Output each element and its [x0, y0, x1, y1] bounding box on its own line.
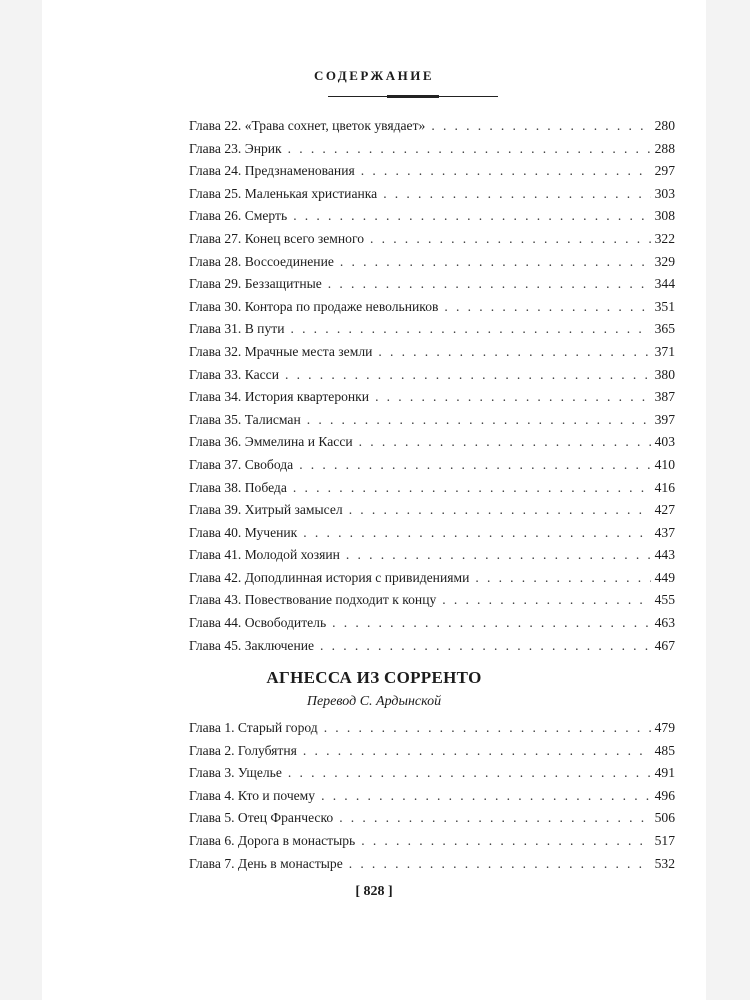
dot-leader [349, 499, 651, 522]
dot-leader [359, 431, 651, 454]
toc-entry [189, 296, 675, 319]
toc-entry-title: Глава 24. Предзнаменования [189, 163, 355, 179]
toc-entry-title: Глава 39. Хитрый замысел [189, 502, 343, 518]
dot-leader [444, 296, 650, 319]
dot-leader [378, 341, 650, 364]
dot-leader [370, 228, 651, 251]
toc-entry-page: 365 [654, 321, 675, 337]
dot-leader [285, 364, 651, 387]
dot-leader [361, 160, 651, 183]
dot-leader [375, 386, 651, 409]
toc-entry [189, 762, 675, 785]
toc-entry [189, 740, 675, 763]
toc-entry [189, 318, 675, 341]
toc-entry [189, 785, 675, 808]
toc-entry-title: Глава 35. Талисман [189, 411, 301, 427]
header-rule-accent [387, 95, 439, 98]
toc-list-part2 [189, 717, 675, 875]
toc-entry-page: 485 [654, 742, 675, 758]
toc-entry-title: Глава 6. Дорога в монастырь [189, 832, 356, 848]
toc-entry-page: 308 [654, 208, 675, 224]
toc-entry-title: Глава 7. День в монастыре [189, 855, 343, 871]
toc-entry [189, 386, 675, 409]
toc-entry-title: Глава 30. Контора по продаже невольников [189, 298, 439, 314]
dot-leader [475, 567, 650, 590]
toc-entry-title: Глава 29. Беззащитные [189, 276, 322, 292]
toc-entry-title: Глава 37. Свобода [189, 456, 294, 472]
toc-entry-page: 403 [654, 434, 675, 450]
toc-entry-page: 387 [654, 389, 675, 405]
toc-entry-page: 280 [654, 118, 675, 133]
running-header: СОДЕРЖАНИЕ [313, 68, 435, 83]
dot-leader [288, 138, 651, 161]
toc-entry [189, 431, 675, 454]
toc-entry-page: 351 [654, 298, 675, 314]
toc-entry [189, 183, 675, 206]
toc-entry-page: 416 [654, 479, 675, 495]
toc-list-part1 [189, 115, 675, 657]
book-page [42, 0, 706, 1000]
dot-leader [303, 522, 650, 545]
toc-entry-title: Глава 44. Освободитель [189, 615, 327, 631]
toc-entry-title: Глава 42. Доподлинная история с привидениями [189, 569, 470, 585]
toc-entry [189, 160, 675, 183]
toc-entry-title: Глава 45. Заключение [189, 637, 315, 653]
dot-leader [293, 477, 651, 500]
toc-entry [189, 228, 675, 251]
toc-entry [189, 807, 675, 830]
toc-entry-page: 496 [654, 787, 675, 803]
toc-entry-page: 371 [654, 343, 675, 359]
toc-entry-title: Глава 25. Маленькая христианка [189, 185, 378, 201]
toc-entry [189, 115, 675, 138]
toc-entry [189, 544, 675, 567]
toc-entry [189, 522, 675, 545]
toc-entry-title: Глава 38. Победа [189, 479, 287, 495]
toc-entry-page: 288 [654, 140, 675, 156]
toc-entry-page: 463 [654, 615, 675, 631]
toc-entry-page: 297 [654, 163, 675, 179]
dot-leader [324, 717, 651, 740]
toc-entry-page: 410 [654, 456, 675, 472]
toc-entry-title: Глава 22. «Трава сохнет, цветок увядает» [189, 118, 426, 133]
toc-entry-page: 467 [654, 637, 675, 653]
toc-entry [189, 477, 675, 500]
dot-leader [299, 454, 650, 477]
toc-entry [189, 717, 675, 740]
toc-entry-title: Глава 36. Эммелина и Касси [189, 434, 353, 450]
toc-entry-page: 491 [654, 765, 675, 781]
toc-entry [189, 454, 675, 477]
toc-entry [189, 853, 675, 876]
toc-entry-title: Глава 31. В пути [189, 321, 285, 337]
toc-entry-title: Глава 2. Голубятня [189, 742, 297, 758]
toc-entry-title: Глава 3. Ущелье [189, 765, 282, 781]
toc-entry-title: Глава 28. Воссоединение [189, 253, 334, 269]
toc-entry-title: Глава 1. Старый город [189, 720, 318, 735]
toc-entry-page: 303 [654, 185, 675, 201]
toc-entry-page: 380 [654, 366, 675, 382]
dot-leader [431, 115, 650, 138]
toc-entry-title: Глава 43. Повествование подходит к концу [189, 592, 437, 608]
toc-entry [189, 612, 675, 635]
toc-entry-title: Глава 26. Смерть [189, 208, 288, 224]
toc-entry-page: 517 [654, 832, 675, 848]
dot-leader [346, 544, 651, 567]
toc-entry-page: 322 [654, 230, 675, 246]
toc-entry-title: Глава 23. Энрик [189, 140, 282, 156]
toc-entry [189, 567, 675, 590]
dot-leader [339, 807, 650, 830]
toc-entry [189, 273, 675, 296]
toc-entry-page: 344 [654, 276, 675, 292]
toc-entry-title: Глава 32. Мрачные места земли [189, 343, 373, 359]
dot-leader [290, 318, 650, 341]
dot-leader [442, 589, 650, 612]
toc-entry-page: 449 [654, 569, 675, 585]
toc-entry-page: 443 [654, 547, 675, 563]
toc-entry-title: Глава 5. Отец Франческо [189, 810, 334, 826]
toc-entry-page: 397 [654, 411, 675, 427]
toc-entry [189, 635, 675, 658]
toc-entry [189, 138, 675, 161]
dot-leader [340, 251, 651, 274]
toc-entry-title: Глава 27. Конец всего земного [189, 230, 364, 246]
toc-entry-title: Глава 33. Касси [189, 366, 279, 382]
section-translator: Перевод С. Ардынской [306, 694, 442, 709]
toc-entry-page: 506 [654, 810, 675, 826]
toc-entry [189, 205, 675, 228]
dot-leader [288, 762, 651, 785]
dot-leader [321, 785, 651, 808]
toc-entry-page: 532 [654, 855, 675, 871]
toc-entry [189, 341, 675, 364]
toc-entry [189, 364, 675, 387]
dot-leader [332, 612, 650, 635]
dot-leader [361, 830, 650, 853]
toc-entry-page: 455 [654, 592, 675, 608]
toc-entry-page: 437 [654, 524, 675, 540]
toc-entry-title: Глава 40. Мученик [189, 524, 298, 540]
toc-entry-page: 479 [654, 720, 675, 735]
toc-entry [189, 499, 675, 522]
toc-entry [189, 251, 675, 274]
dot-leader [303, 740, 651, 763]
toc-entry [189, 589, 675, 612]
dot-leader [307, 409, 651, 432]
page-number: [ 828 ] [355, 884, 393, 899]
toc-entry-title: Глава 41. Молодой хозяин [189, 547, 340, 563]
dot-leader [293, 205, 650, 228]
toc-entry-page: 329 [654, 253, 675, 269]
dot-leader [349, 853, 651, 876]
toc-entry [189, 830, 675, 853]
toc-entry-title: Глава 34. История квартеронки [189, 389, 370, 405]
toc-entry [189, 409, 675, 432]
dot-leader [328, 273, 651, 296]
dot-leader [320, 635, 651, 658]
dot-leader [383, 183, 650, 206]
section-title: АГНЕССА ИЗ СОРРЕНТО [266, 668, 482, 687]
toc-entry-page: 427 [654, 502, 675, 518]
toc-entry-title: Глава 4. Кто и почему [189, 787, 316, 803]
